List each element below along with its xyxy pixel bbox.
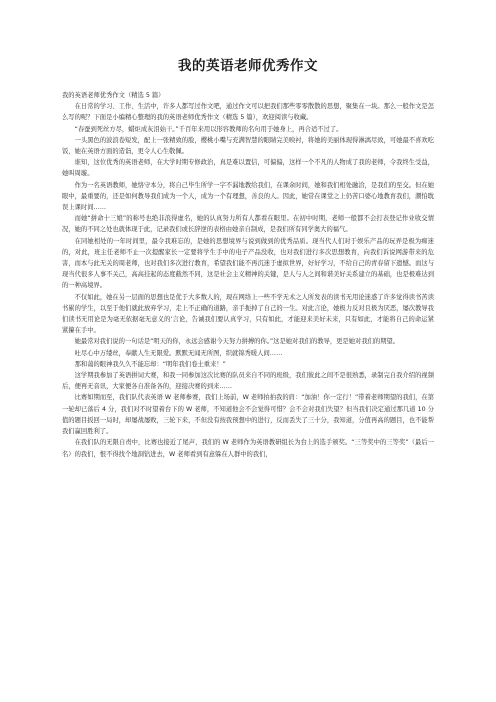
paragraph: 而她“拼命十三娘”的称号也绝非浪得虚名，她的认真努力所有人都看在眼里。在初中时期，老师一般都不会打表登记作业收交情况，她的不同之处也就体现于此，记录我们或长辞逆的表格由她亲自制成，是我们所有同学奥大的福气。 [62, 215, 434, 234]
document-title: 我的英语老师优秀作文 [178, 58, 318, 74]
paragraph: 比赛如期而至，我们队代表英语 W 老师参赛，我们上场前，W 老师拍拍我的肩：“加油！你一定行！”带着老师期望的我们，在第一轮却已落后 4 分，我们对不时望着台下的 W 老师，不知道他会不会觉得可惜？会不会对我们失望？但当我们决定通过那几道 10 分值的题目扳回一局时，却屡战屡败，三轮下来，不但没有按我预想中的进行，反而丢失了三十分，我知道，分值再高的题目，也不能帮我们赢回胜利了。 [62, 394, 434, 436]
paragraph: 吐尽心中万缕丝，奉献人生无限爱。默默无闻无所图，织就锦秀暖人间…… [74, 349, 283, 357]
paragraph: 一头黑色的波浪卷短发，配上一张精致的脸，樱桃小嘴与充满智慧的眼睛完美映衬，将她的美丽体现得淋漓尽致，可她最不喜欢吃饭，她在英语方面的造诣，更令人心生敬佩。 [62, 136, 434, 156]
paragraph: 那和蔼的眼神我久久不能忘却：“明年我们卷土重来！” [74, 360, 226, 368]
paragraph: “春蚕到死丝方尽，蜡炬成灰泪始干。”千百年来用以形容教师的名句用于她身上，再合适不过了。 [74, 125, 343, 133]
paragraph: 在同她相处的一年时间里，最令我难忘的，是她的思想境界与说到做到的优秀品质。现当代人们对于娱乐产品的玩弄是极为痴迷的，对此，班主任老师不止一次提醒家长一定要将学生手中的电子产品没收，也对我们进行多次思想教育，向我们诉说网游带来的危害，而本与此无关的周老师，也对我们多次进行教育，希望我们能不再沉迷于虚拟世界，好好学习，不给自己的青春留下遗憾。而这与现当代很多人事不关己，高高挂起的态度截然不同，这是社会主义精神的关键，是人与人之间和谐美好关系建立的基础，也是极难达到的一种高境界。 [62, 237, 434, 290]
paragraph: 在我们队的无限自责中，比赛也接近了尾声，我们的 W 老师作为英语教研组长为台上的选手颁奖。“三等奖中的三等奖”（最后一名）的我们，恨不得找个地洞钻进去，W 老师看到有意躲在人群中的我们， [62, 439, 434, 458]
paragraph: 不仅如此，她在另一层面的思想也是优于大多数人的，现在网络上一些不学无术之人所发表的读书无用论迷惑了许多觉得读书苦读书累的学生，以至于他们就此放弃学习，走上不正确的道路，亲手扼掉了自己的一生。对此言论，她极力反对且极为厌恶，屡次教导我们读书无用论是为毫无依据毫无意义的‘言论，告诫我们要认真学习，只有如此，才能迎来美好未来，只有如此，才能将自己的命运紧紧攥在手中。 [62, 293, 434, 335]
document-body [62, 90, 434, 460]
paragraph: 我的英语老师优秀作文（精选 5 篇） [62, 92, 165, 99]
paragraph: 作为一名英语教师，她恪守本分，将自己毕生所学一字不漏地教给我们，在课余时间，她和我们相处融洽，是我们的至交。但在她眼中，最重要的，还是如何教导我们成为一个人，成为一个有理想，善良的人。因此，她常在课堂之上仍苦口婆心地教育我们，潮怕耽误上课时间…… [62, 181, 434, 212]
paragraph: 谁知，这位优秀的英语老师，在大学时期专修政治，真是难以置信，可偏偏，这样一个不凡的人物成了我的老师，令我终生受益，她叫周璇。 [62, 159, 434, 178]
paragraph: 在日常的学习、工作、生活中，许多人都写过作文吧，通过作文可以把我们那些零零散散的思想，聚集在一块。那么一般作文是怎么写的呢？下面是小编精心整理的我的英语老师优秀作文（精选 5 篇），欢迎阅读与收藏。 [62, 103, 434, 122]
paragraph: 这学期我参加了英语拼词大赛，和我一同参加这次比赛的队员来自不同的班级，我们彼此之间不是很熟悉，录制完自我介绍的视频后，便再无音讯，大家便各自准备各的，迎接决赛的到来…… [62, 372, 434, 391]
paragraph: 她最常对我们说的一句话是“明天的你，永远会感谢今天努力拼搏的你。”这是她对我们的教导，更是她对我们的期望。 [74, 338, 400, 346]
